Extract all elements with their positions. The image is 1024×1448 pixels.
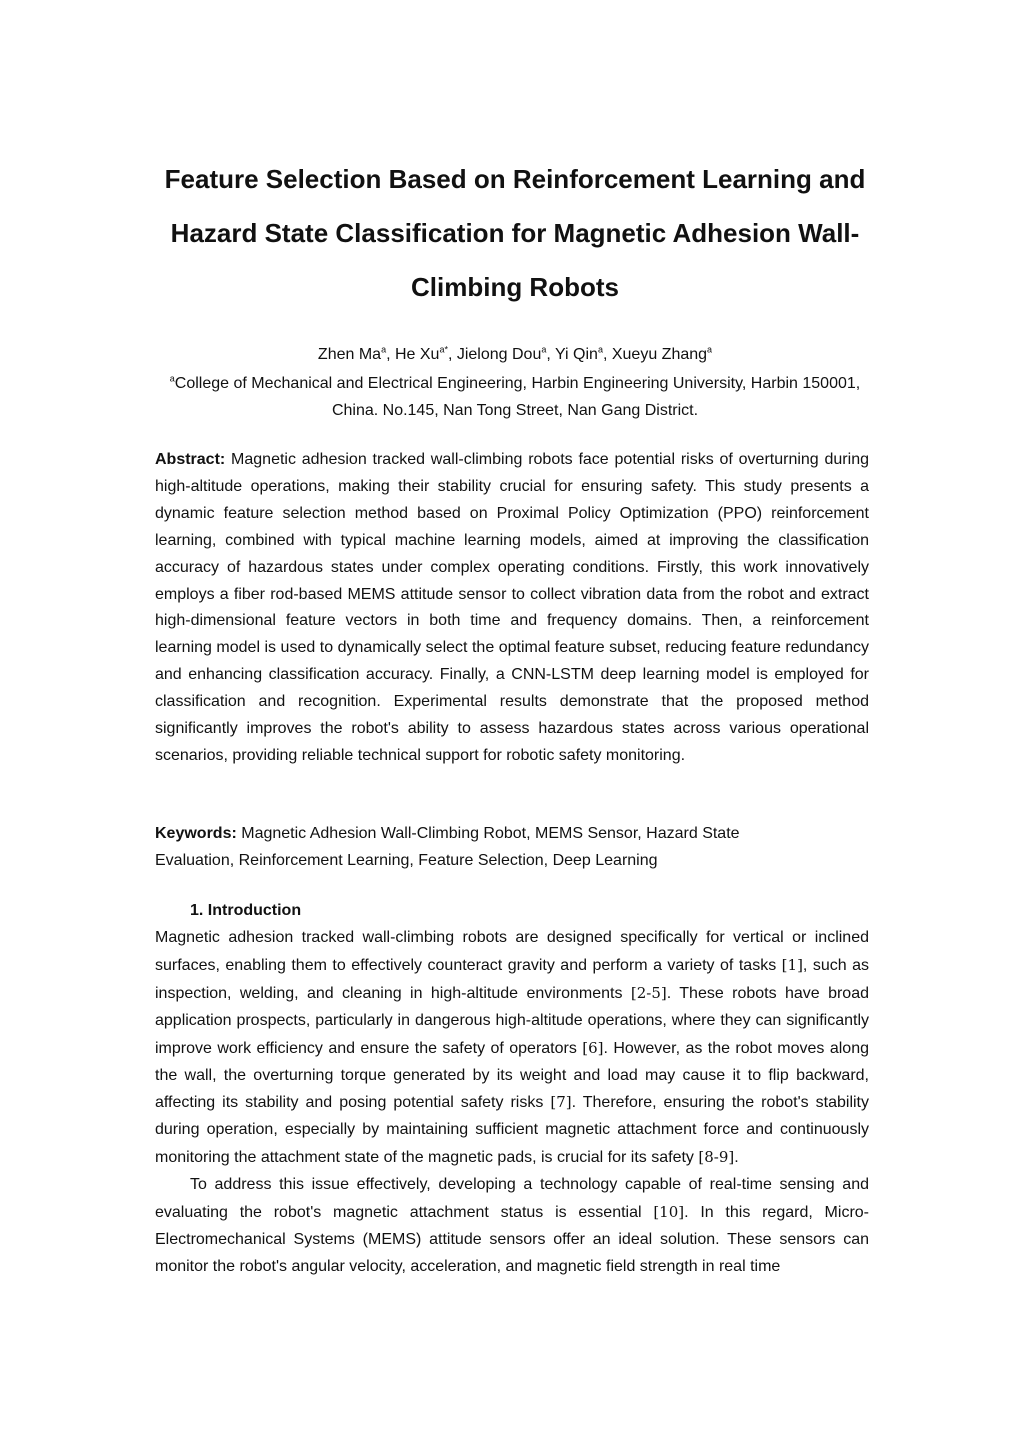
paragraph-text: Magnetic adhesion tracked wall-climbing robots are designed specifically for vertical or inclined surfaces, enabling them to effectively counteract gravity and perform a variety of tasks <box>155 929 869 974</box>
author-affiliation-mark: a <box>707 344 713 355</box>
author-list <box>155 342 875 368</box>
author-affiliation-mark: a* <box>439 344 448 355</box>
paper-title: Feature Selection Based on Reinforcement Learning and Hazard State Classification for Magnetic Adhesion Wall-Climbing Robots <box>164 164 866 302</box>
affiliation-mark: a <box>169 373 175 384</box>
citation-ref: [8-9] <box>698 1148 735 1167</box>
abstract-text: Magnetic adhesion tracked wall-climbing robots face potential risks of overturning during high-altitude operations, making their stability crucial for ensuring safety. This study presents a dynamic feature selection method based on Proximal Policy Optimization (PPO) reinforcement learning, combined with typical machine learning models, aimed at improving the classification accuracy of hazardous states under complex operating conditions. Firstly, this work innovatively employs a fiber rod-based MEMS attitude sensor to collect vibration data from the robot and extract high-dimensional feature vectors in both time and frequency domains. Then, a reinforcement learning model is used to dynamically select the optimal feature subset, reducing feature redundancy and enhancing classification accuracy. Finally, a CNN-LSTM deep learning model is employed for classification and recognition. Experimental results demonstrate that the proposed method significantly improves the robot's ability to assess hazardous states across various operational scenarios, providing reliable technical support for robotic safety monitoring. <box>155 451 869 764</box>
author-affiliation-mark: a <box>381 344 387 355</box>
abstract <box>155 447 869 770</box>
intro-paragraph-1 <box>155 925 869 1172</box>
author-separator: , <box>386 346 395 363</box>
paragraph-text: . However, as the robot moves along the wall, the overturning torque generated by its weight and load may cause it to flip backward, affecting its stability and posing potential safety risks <box>155 1039 869 1112</box>
keywords-label: Keywords: <box>155 825 237 842</box>
abstract-label: Abstract: <box>155 451 226 468</box>
author-separator: , <box>447 346 457 363</box>
paragraph-text: . In this regard, Micro-Electromechanical Systems (MEMS) attitude sensors offer an ideal solution. These sensors can monitor the robot's angular velocity, acceleration, and magnetic field strength in real time <box>155 1204 869 1275</box>
citation-ref: [6] <box>582 1038 604 1057</box>
author-affiliation-mark: a <box>541 344 547 355</box>
citation-ref: [2-5] <box>630 983 667 1002</box>
author-name: Jielong Dou <box>456 346 542 363</box>
paragraph-text: To address this issue effectively, developing a technology capable of real-time sensing and evaluating the robot's magnetic attachment status is essential <box>155 1176 869 1222</box>
author-separator: , <box>602 346 612 363</box>
author-name: He Xu <box>394 346 440 363</box>
paragraph-text: . <box>734 1149 739 1167</box>
author-name: Xueyu Zhang <box>611 346 708 363</box>
keywords <box>155 820 805 874</box>
citation-ref: [1] <box>781 955 803 974</box>
section-heading-introduction: 1. Introduction <box>190 902 302 919</box>
paragraph-text: . Therefore, ensuring the robot's stability during operation, especially by maintaining sufficient magnetic attachment force and continuously monitoring the attachment state of the magnetic pads, is crucial for its safety <box>155 1094 870 1167</box>
affiliation-text: College of Mechanical and Electrical Engineering, Harbin Engineering University, Harbin 150001, China. No.145, Nan Tong Street, Nan Gang District. <box>174 375 861 419</box>
introduction-body <box>155 925 869 1281</box>
affiliation <box>155 370 875 424</box>
author-separator: , <box>546 346 555 363</box>
author-affiliation-mark: a <box>597 344 603 355</box>
citation-ref: [10] <box>653 1203 685 1222</box>
paragraph-text: , such as inspection, welding, and cleaning in high-altitude environments <box>155 956 870 1002</box>
author-name: Yi Qin <box>554 346 598 363</box>
paragraph-text: . These robots have broad application prospects, particularly in dangerous high-altitude operations, where they can significantly improve work efficiency and ensure the safety of operators <box>155 984 869 1057</box>
citation-ref: [7] <box>550 1093 572 1112</box>
keywords-text: Magnetic Adhesion Wall-Climbing Robot, MEMS Sensor, Hazard State Evaluation, Reinforcement Learning, Feature Selection, Deep Learning <box>155 825 740 869</box>
intro-paragraph-2 <box>155 1172 869 1281</box>
author-name: Zhen Ma <box>317 346 382 363</box>
